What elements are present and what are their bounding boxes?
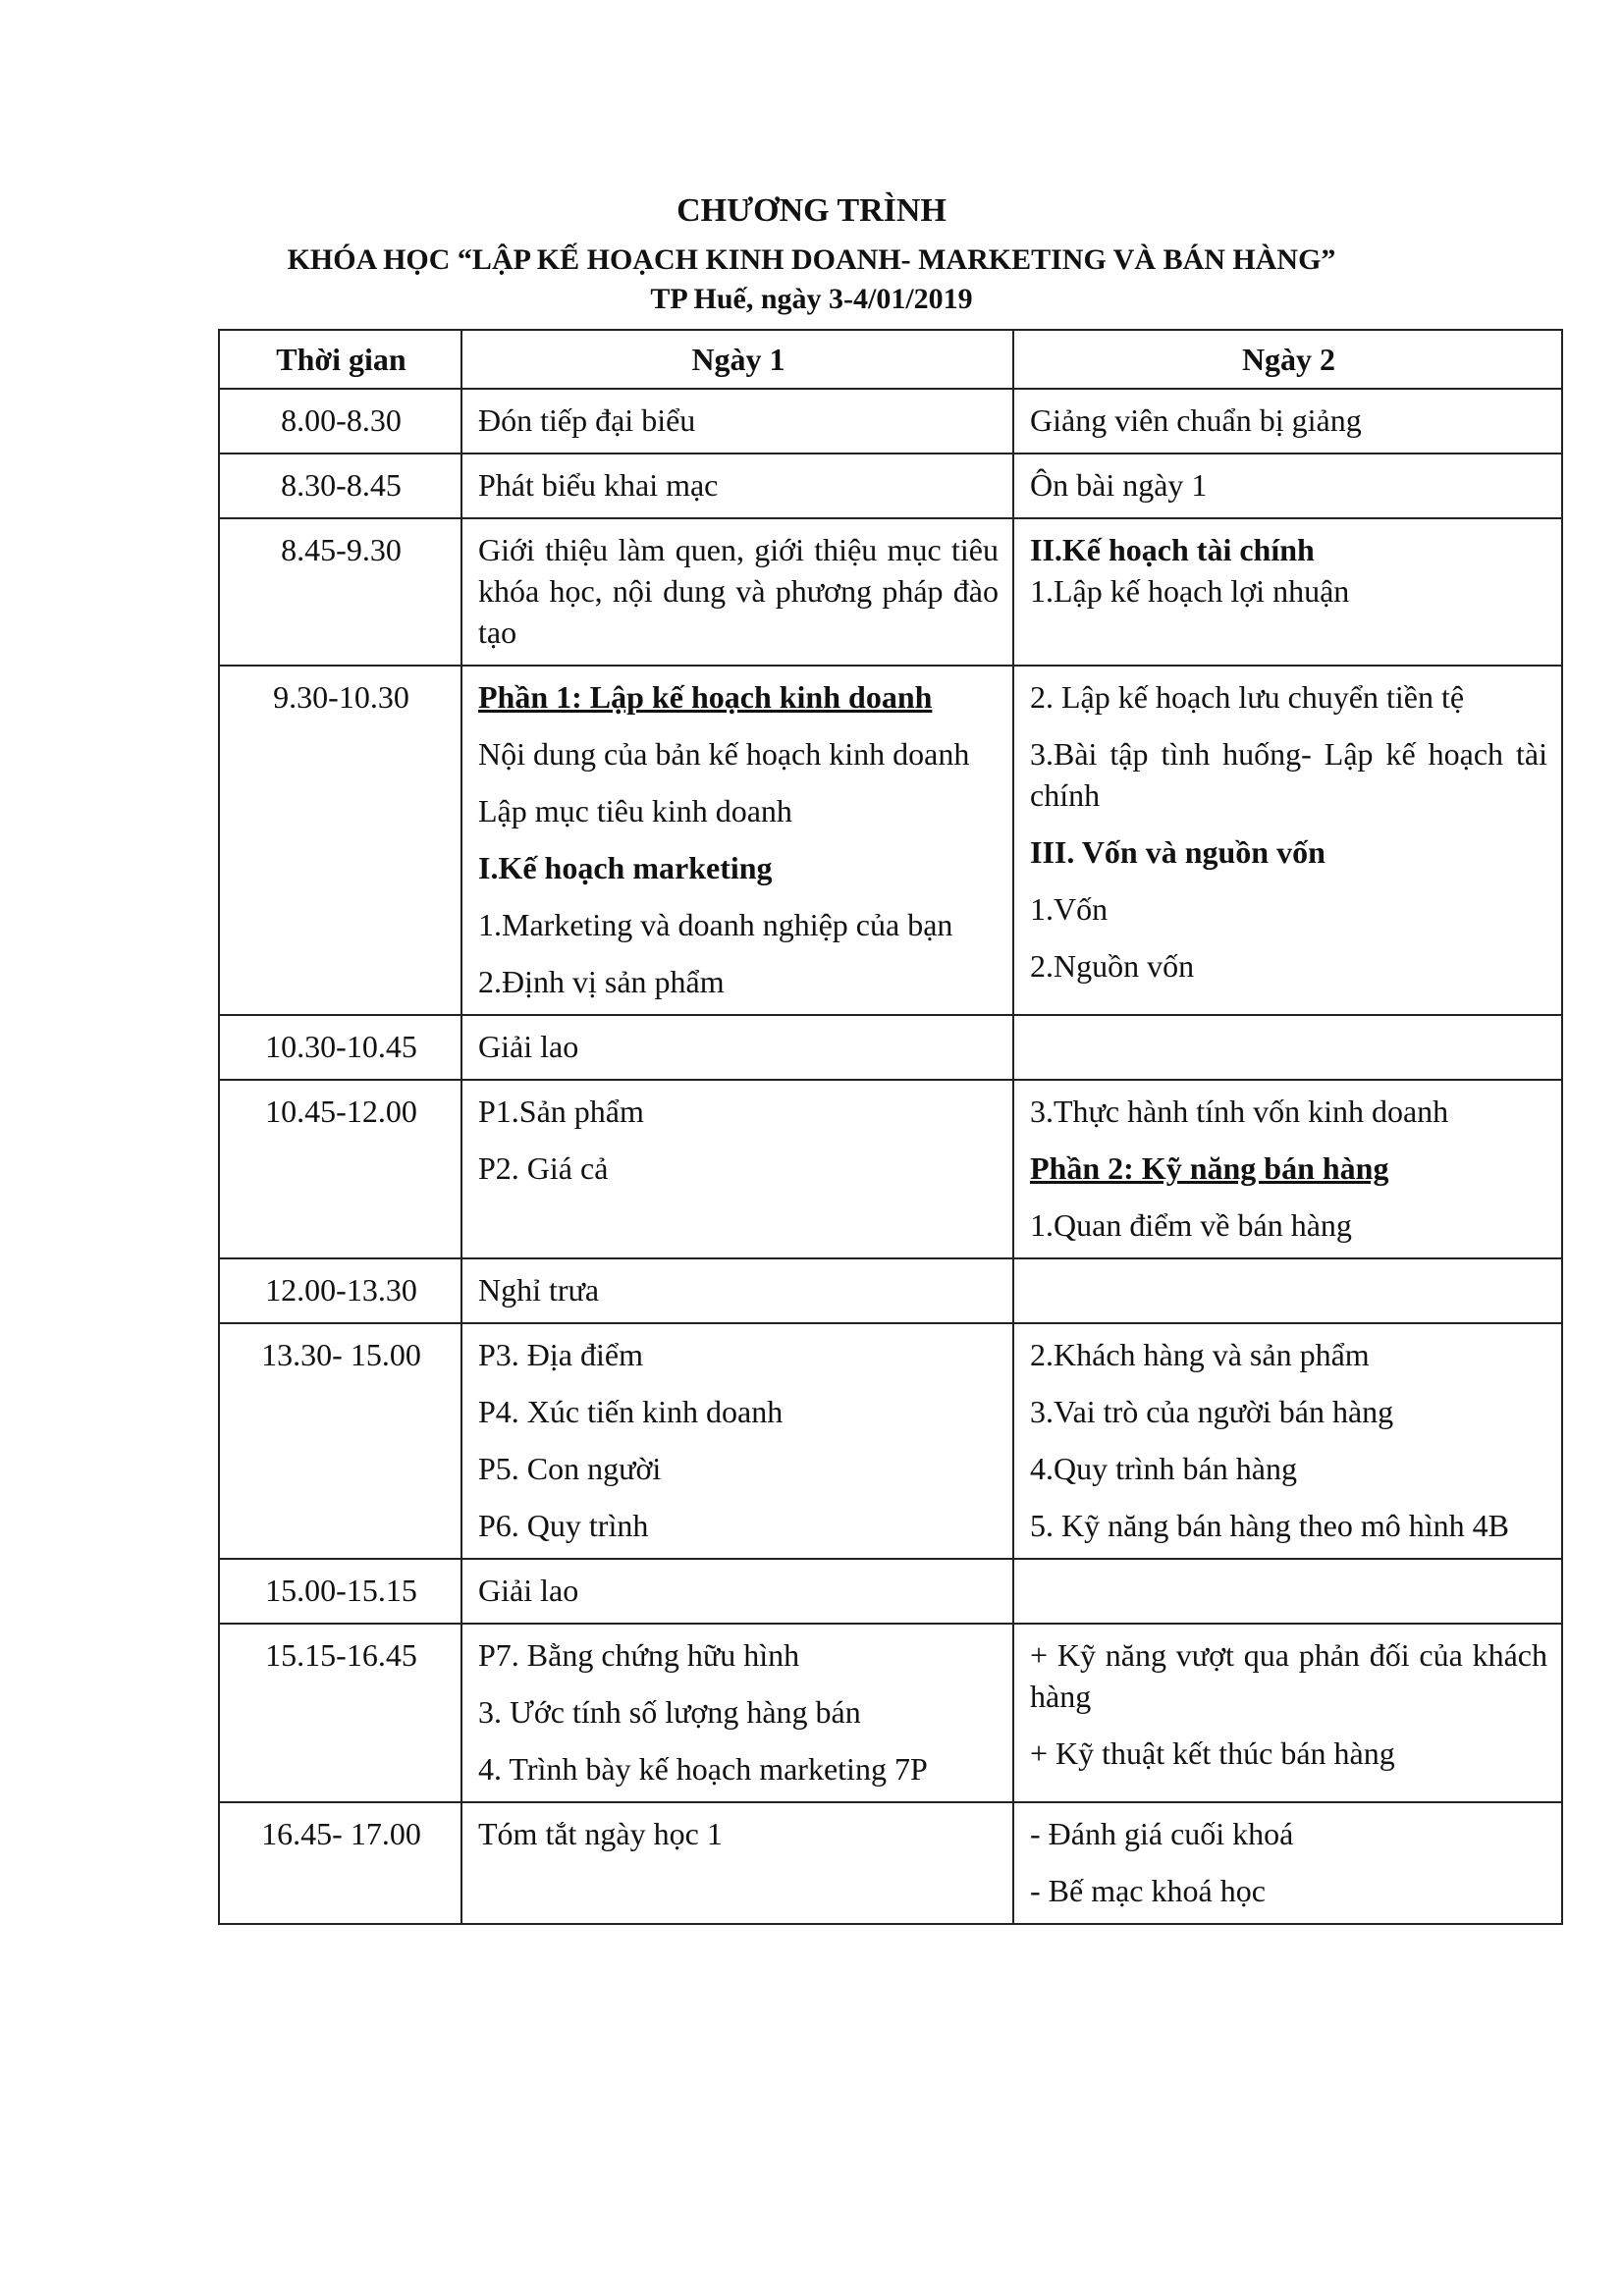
table-header: [219, 330, 1562, 389]
table-row: [219, 1624, 1562, 1802]
place-date: TP Huế, ngày 3-4/01/2019: [650, 283, 973, 315]
cell-line: 2.Định vị sản phẩm: [478, 964, 725, 999]
time-cell: 16.45- 17.00: [219, 1802, 461, 1924]
header-row: [219, 330, 1562, 389]
day-2-cell: [1013, 1080, 1562, 1258]
cell-line: - Đánh giá cuối khoá: [1030, 1816, 1294, 1851]
cell-line: 4. Trình bày kế hoạch marketing 7P: [478, 1751, 928, 1787]
day-1-cell: [461, 1323, 1013, 1559]
cell-line: - Bế mạc khoá học: [1030, 1873, 1266, 1908]
cell-line: Giải lao: [478, 1029, 579, 1064]
cell-line: + Kỹ năng vượt qua phản đối của khách hàng: [1030, 1637, 1547, 1714]
day-2-cell: [1013, 518, 1562, 666]
table-row: [219, 1802, 1562, 1924]
cell-line: P1.Sản phẩm: [478, 1094, 644, 1129]
time-cell: 13.30- 15.00: [219, 1323, 461, 1559]
cell-line: P3. Địa điểm: [478, 1337, 643, 1372]
cell-line: Phần 2: Kỹ năng bán hàng: [1030, 1150, 1389, 1186]
cell-line: III. Vốn và nguồn vốn: [1030, 834, 1325, 870]
day-1-cell: [461, 1015, 1013, 1080]
time-cell: 9.30-10.30: [219, 666, 461, 1015]
cell-line: II.Kế hoạch tài chính: [1030, 532, 1315, 567]
time-cell: 8.30-8.45: [219, 454, 461, 518]
cell-line: P7. Bằng chứng hữu hình: [478, 1637, 800, 1673]
table-row: [219, 1015, 1562, 1080]
day-1-cell: [461, 1802, 1013, 1924]
day-1-cell: [461, 454, 1013, 518]
table-row: [219, 1258, 1562, 1323]
cell-line: 5. Kỹ năng bán hàng theo mô hình 4B: [1030, 1508, 1509, 1543]
cell-line: P6. Quy trình: [478, 1508, 649, 1543]
cell-line: 2.Nguồn vốn: [1030, 948, 1195, 984]
cell-line: 1.Marketing và doanh nghiệp của bạn: [478, 907, 953, 942]
cell-line: P5. Con người: [478, 1451, 662, 1486]
cell-line: P2. Giá cả: [478, 1150, 609, 1186]
day-1-cell: [461, 1258, 1013, 1323]
time-cell: 12.00-13.30: [219, 1258, 461, 1323]
cell-line: Giới thiệu làm quen, giới thiệu mục tiêu khóa học, nội dung và phương pháp đào tạo: [478, 532, 999, 650]
cell-line: Giảng viên chuẩn bị giảng: [1030, 402, 1362, 438]
table-row: [219, 1080, 1562, 1258]
day-2-cell: [1013, 1015, 1562, 1080]
header-day-1: Ngày 1: [461, 330, 1013, 389]
day-1-cell: [461, 666, 1013, 1015]
header-day-2: Ngày 2: [1013, 330, 1562, 389]
table-row: [219, 389, 1562, 454]
cell-line: 4.Quy trình bán hàng: [1030, 1451, 1297, 1486]
cell-line: I.Kế hoạch marketing: [478, 850, 773, 885]
table-row: [219, 454, 1562, 518]
time-cell: 10.45-12.00: [219, 1080, 461, 1258]
cell-line: P4. Xúc tiến kinh doanh: [478, 1394, 784, 1429]
document-title: CHƯƠNG TRÌNH: [676, 192, 947, 229]
cell-line: Phần 1: Lập kế hoạch kinh doanh: [478, 679, 933, 715]
day-1-cell: [461, 1624, 1013, 1802]
day-2-cell: [1013, 666, 1562, 1015]
day-2-cell: [1013, 1258, 1562, 1323]
day-1-cell: [461, 1559, 1013, 1624]
time-cell: 8.00-8.30: [219, 389, 461, 454]
day-2-cell: [1013, 1802, 1562, 1924]
cell-line: 3.Bài tập tình huống- Lập kế hoạch tài chính: [1030, 736, 1547, 813]
day-1-cell: [461, 518, 1013, 666]
cell-line: 1.Vốn: [1030, 891, 1109, 927]
day-2-cell: [1013, 1559, 1562, 1624]
time-cell: 15.00-15.15: [219, 1559, 461, 1624]
cell-line: 1.Lập kế hoạch lợi nhuận: [1030, 573, 1350, 609]
day-1-cell: [461, 1080, 1013, 1258]
table-row: [219, 666, 1562, 1015]
cell-line: + Kỹ thuật kết thúc bán hàng: [1030, 1735, 1395, 1771]
day-2-cell: [1013, 454, 1562, 518]
day-2-cell: [1013, 1323, 1562, 1559]
cell-line: 3.Vai trò của người bán hàng: [1030, 1394, 1394, 1429]
cell-line: Đón tiếp đại biểu: [478, 402, 696, 438]
header-time: Thời gian: [219, 330, 461, 389]
cell-line: 3. Ước tính số lượng hàng bán: [478, 1694, 861, 1730]
cell-line: Tóm tắt ngày học 1: [478, 1816, 723, 1851]
cell-line: Phát biểu khai mạc: [478, 467, 719, 503]
day-1-cell: [461, 389, 1013, 454]
day-2-cell: [1013, 1624, 1562, 1802]
table-row: [219, 1559, 1562, 1624]
day-2-cell: [1013, 389, 1562, 454]
schedule-table: [218, 329, 1563, 1925]
cell-line: 3.Thực hành tính vốn kinh doanh: [1030, 1094, 1449, 1129]
cell-line: Giải lao: [478, 1573, 579, 1608]
cell-line: Lập mục tiêu kinh doanh: [478, 793, 792, 828]
table-body: [219, 389, 1562, 1924]
course-title: KHÓA HỌC “LẬP KẾ HOẠCH KINH DOANH- MARKETING VÀ BÁN HÀNG”: [287, 243, 1336, 276]
time-cell: 15.15-16.45: [219, 1624, 461, 1802]
cell-line: 2. Lập kế hoạch lưu chuyển tiền tệ: [1030, 679, 1465, 715]
time-cell: 10.30-10.45: [219, 1015, 461, 1080]
cell-line: 2.Khách hàng và sản phẩm: [1030, 1337, 1370, 1372]
table-row: [219, 1323, 1562, 1559]
cell-line: Nội dung của bản kế hoạch kinh doanh: [478, 736, 970, 772]
time-cell: 8.45-9.30: [219, 518, 461, 666]
cell-line: Ôn bài ngày 1: [1030, 467, 1208, 503]
cell-line: Nghỉ trưa: [478, 1272, 600, 1308]
cell-line: 1.Quan điểm về bán hàng: [1030, 1207, 1352, 1243]
table-row: [219, 518, 1562, 666]
